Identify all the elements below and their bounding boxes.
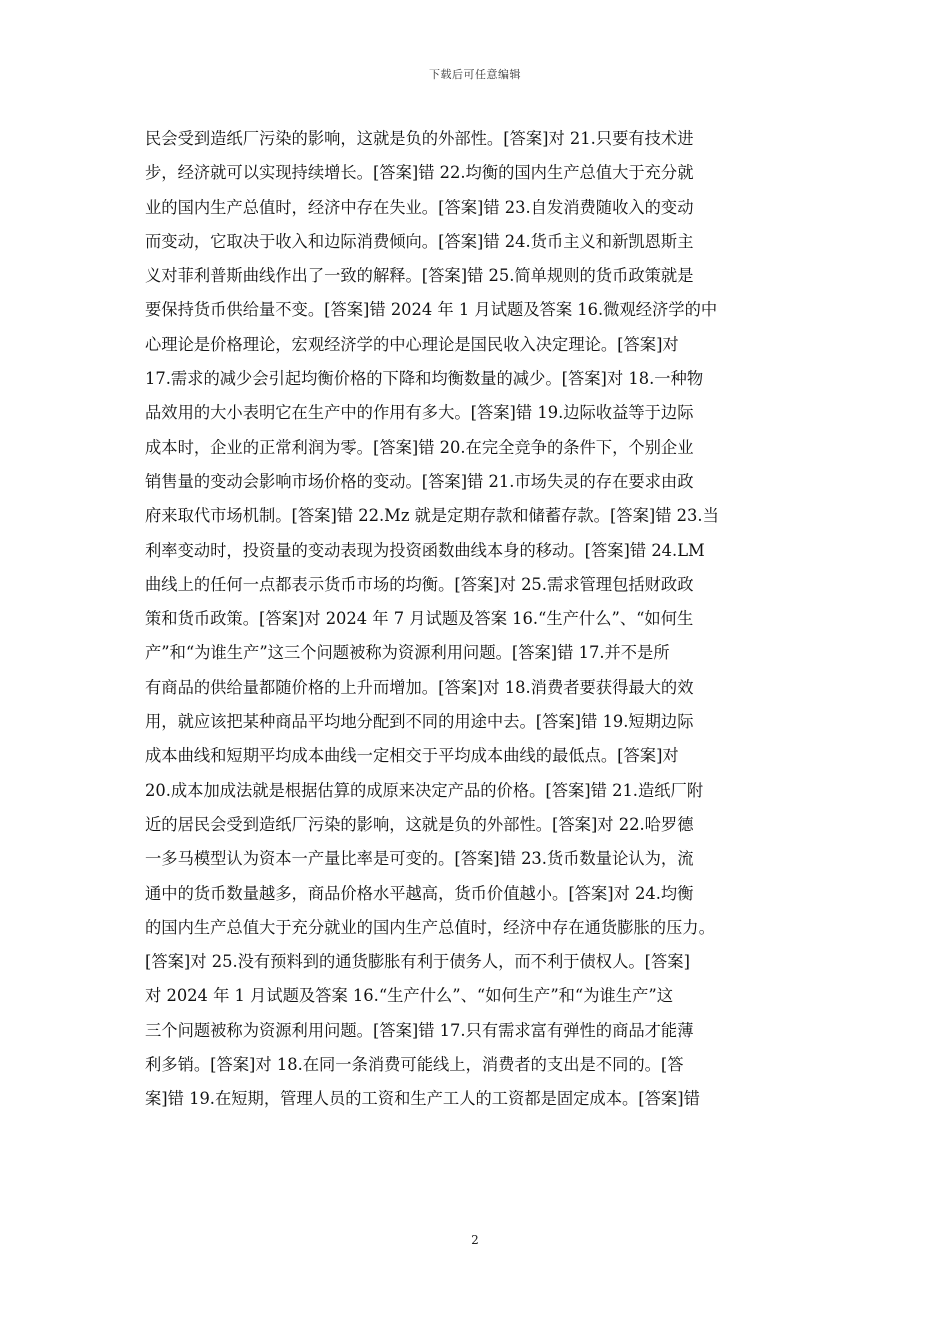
body-line: 步，经济就可以实现持续增长。[答案]错 22.均衡的国内生产总值大于充分就: [145, 163, 694, 183]
document-body: [145, 122, 811, 1117]
body-line: 一多马模型认为资本一产量比率是可变的。[答案]错 23.货币数量论认为，流: [145, 849, 694, 869]
body-line: 策和货币政策。[答案]对 2024 年 7 月试题及答案 16.“生产什么”、“如何生: [145, 609, 694, 629]
page-header: 下载后可任意编辑: [429, 68, 521, 81]
body-line: 义对菲利普斯曲线作出了一致的解释。[答案]错 25.简单规则的货币政策就是: [145, 266, 694, 286]
body-line: 成本曲线和短期平均成本曲线一定相交于平均成本曲线的最低点。[答案]对: [145, 746, 679, 766]
body-line: 的国内生产总值大于充分就业的国内生产总值时，经济中存在通货膨胀的压力。: [145, 917, 715, 937]
body-line: 销售量的变动会影响市场价格的变动。[答案]错 21.市场失灵的存在要求由政: [145, 471, 694, 491]
body-line: 成本时，企业的正常利润为零。[答案]错 20.在完全竞争的条件下，个别企业: [145, 437, 694, 457]
body-line: 而变动，它取决于收入和边际消费倾向。[答案]错 24.货币主义和新凯恩斯主: [145, 231, 694, 251]
body-line: 对 2024 年 1 月试题及答案 16.“生产什么”、“如何生产”和“为谁生产”这: [145, 986, 673, 1006]
body-line: 心理论是价格理论，宏观经济学的中心理论是国民收入决定理论。[答案]对: [145, 334, 679, 354]
body-line: 民会受到造纸厂污染的影响，这就是负的外部性。[答案]对 21.只要有技术进: [145, 129, 694, 148]
body-line: 品效用的大小表明它在生产中的作用有多大。[答案]错 19.边际收益等于边际: [145, 403, 694, 423]
body-line: 20.成本加成法就是根据估算的成原来决定产品的价格。[答案]错 21.造纸厂附: [145, 780, 704, 800]
body-line: 用，就应该把某种商品平均地分配到不同的用途中去。[答案]错 19.短期边际: [145, 712, 694, 732]
body-line: 三个问题被称为资源利用问题。[答案]错 17.只有需求富有弹性的商品才能薄: [145, 1020, 694, 1040]
body-line: 业的国内生产总值时，经济中存在失业。[答案]错 23.自发消费随收入的变动: [145, 197, 694, 217]
body-line: 有商品的供给量都随价格的上升而增加。[答案]对 18.消费者要获得最大的效: [145, 677, 694, 697]
body-line: 利率变动时，投资量的变动表现为投资函数曲线本身的移动。[答案]错 24.LM: [145, 540, 705, 560]
body-line: 要保持货币供给量不变。[答案]错 2024 年 1 月试题及答案 16.微观经济学的中: [145, 300, 718, 320]
body-line: 17.需求的减少会引起均衡价格的下降和均衡数量的减少。[答案]对 18.一种物: [145, 369, 704, 389]
body-line: 产”和“为谁生产”这三个问题被称为资源利用问题。[答案]错 17.并不是所: [145, 643, 670, 663]
body-line: 案]错 19.在短期，管理人员的工资和生产工人的工资都是固定成本。[答案]错: [145, 1089, 700, 1109]
body-line: 曲线上的任何一点都表示货币市场的均衡。[答案]对 25.需求管理包括财政政: [145, 574, 694, 594]
body-line: 近的居民会受到造纸厂污染的影响，这就是负的外部性。[答案]对 22.哈罗德: [145, 814, 694, 834]
body-line: 利多销。[答案]对 18.在同一条消费可能线上，消费者的支出是不同的。[答: [145, 1055, 684, 1075]
body-line: 府来取代市场机制。[答案]错 22.Mz 就是定期存款和储蓄存款。[答案]错 23.当: [145, 506, 719, 526]
body-line: [答案]对 25.没有预料到的通货膨胀有利于债务人，而不利于债权人。[答案]: [145, 952, 690, 972]
page-number: 2: [471, 1233, 479, 1247]
body-line: 通中的货币数量越多，商品价格水平越高，货币价值越小。[答案]对 24.均衡: [145, 883, 694, 903]
